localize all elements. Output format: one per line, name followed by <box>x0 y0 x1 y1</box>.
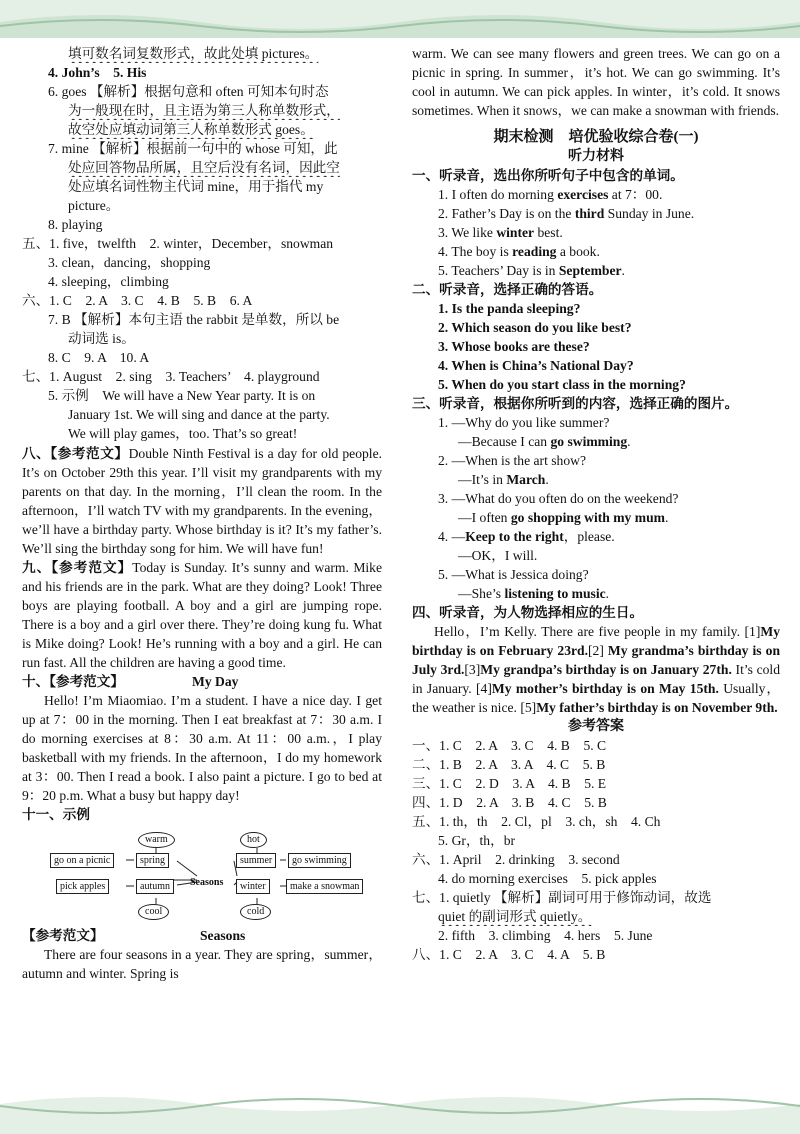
essay-eight-head: 八、【参考范文】 <box>22 446 129 461</box>
bottom-decorative-band <box>0 1090 800 1134</box>
oval-hot: hot <box>240 832 267 848</box>
listening-line: 四、听录音，为人物选择相应的生日。 <box>412 605 644 620</box>
listening-line: 3. Whose books are these? <box>438 339 590 354</box>
essay-eight <box>22 444 382 558</box>
listening-line: 2. Which season do you like best? <box>438 320 632 335</box>
answer-line: 8. playing <box>48 217 103 232</box>
key-line: 4. do morning exercises 5. pick apples <box>438 871 657 886</box>
essay-ten-title: My Day <box>192 674 239 689</box>
answer-lines-left <box>22 44 382 443</box>
oval-cold: cold <box>240 904 271 920</box>
key-line: 三、1. C 2. D 3. A 4. B 5. E <box>412 776 607 791</box>
key-line: 七、1. quietly 【解析】副词可用于修饰动词，故选 <box>412 890 712 905</box>
answer-line: 处应回答物品所属，且空后没有名词，因此空 <box>68 160 340 175</box>
key-line: 五、1. th，th 2. Cl，pl 3. ch，sh 4. Ch <box>412 814 661 829</box>
listening-line: 3. —What do you often do on the weekend? <box>438 491 679 506</box>
box-winter: winter <box>236 879 270 894</box>
answer-line: 7. B 【解析】本句主语 the rabbit 是单数，所以 be <box>48 312 340 327</box>
kelly-passage: Hello，I’m Kelly. There are five people in my family. [1]My birthday is on February 23rd.[2] My grandma’s birthday is on July 3rd.[3]My grandpa’s birthday is on January 27th. It’s cold in January. [4]My mother’s birthday is on May 15th. Usually，the weather is nice. [5]My father’s birthday is on November 9th. <box>412 624 781 715</box>
listening-line: 三、听录音，根据你所听到的内容，选择正确的图片。 <box>412 396 739 411</box>
listening-line: 5. Teachers’ Day is in September. <box>438 263 625 278</box>
listening-line: —She’s listening to music. <box>458 586 610 601</box>
listening-line: 1. I often do morning exercises at 7：00. <box>438 187 663 202</box>
essay-eleven-title: Seasons <box>200 928 246 943</box>
listening-line: 二、听录音，选择正确的答语。 <box>412 282 603 297</box>
essay-nine-body: Today is Sunday. It’s sunny and warm. Mike and his friends are in the park. What are they doing? Look! Three boys are playing football. A boy and a girl are jumping rope. There is a boy and a girl over there. They’re doing kung fu. What is Mike doing? Look! He’s running with a boy and a girl. He can run fast. All the children are having a good time. <box>22 560 383 670</box>
answer-line: 8. C 9. A 10. A <box>48 350 150 365</box>
answer-line: 7. mine 【解析】根据前一句中的 whose 可知，此 <box>48 141 338 156</box>
essay-eight-body: Double Ninth Festival is a day for old people. It’s on October 29th this year. I’ll visit my grandparents with my parents on that day. In the morning，I’ll clean the room. In the afternoon，I’ll watch TV with my grandparents. In the evening，we’ll have a birthday party. Whose birthday is it? It’s my father’s. We’ll sing the birthday song for him. We will have fun! <box>22 446 382 556</box>
essay-ten <box>22 672 382 805</box>
listening-title: 听力材料 <box>568 149 624 164</box>
listening-line: 2. Father’s Day is on the third Sunday in June. <box>438 206 695 221</box>
box-autumn: autumn <box>136 879 174 894</box>
oval-warm: warm <box>138 832 175 848</box>
answer-line: 动词选 is。 <box>68 331 135 346</box>
box-spring: spring <box>136 853 169 868</box>
answer-line: 故空处应填动词第三人称单数形式 goes。 <box>68 122 314 137</box>
essay-nine <box>22 558 382 672</box>
answer-line: 5. 示例 We will have a New Year party. It is on <box>48 388 316 403</box>
box-pick-apples: pick apples <box>56 879 109 894</box>
essay-eleven-body: There are four seasons in a year. They are spring，summer，autumn and winter. Spring is <box>22 947 382 981</box>
listening-line: 3. We like winter best. <box>438 225 563 240</box>
box-go-on-a-picnic: go on a picnic <box>50 853 114 868</box>
left-column <box>22 44 382 983</box>
key-line: 5. Gr，th，br <box>438 833 516 848</box>
answer-key <box>412 736 780 964</box>
top-wave-decoration <box>0 0 800 38</box>
listening-line: 4. The boy is reading a book. <box>438 244 600 259</box>
essay-ten-head: 十、【参考范文】 <box>22 674 124 689</box>
answer-line: 4. John’s 5. His <box>48 65 147 80</box>
exam-title: 期末检测 培优验收综合卷(一) <box>493 129 699 145</box>
listening-line: 5. When do you start class in the morning? <box>438 377 686 392</box>
mind-map-center: Seasons <box>190 877 224 888</box>
essay-eleven-head: 【参考范文】 <box>22 928 104 943</box>
answer-line: We will play games，too. That’s so great! <box>68 426 298 441</box>
essay-ten-body: Hello! I’m Miaomiao. I’m a student. I have a nice day. I get up at 7：00 in the morning. Then I eat breakfast at 7：30 a.m. I do morning exercises at 8：30 a.m. At 11：00 a.m.，I play basketball with my friends. In the afternoon，I do my homework at 3：00. Then I read a book. I also paint a picture. I go to bed at 9：20 p.m. What a busy but happy day! <box>22 693 382 803</box>
answer-line: 填可数名词复数形式，故此处填 pictures。 <box>68 46 319 61</box>
answer-line: January 1st. We will sing and dance at the party. <box>68 407 330 422</box>
key-line: 2. fifth 3. climbing 4. hers 5. June <box>438 928 653 943</box>
listening-line: 5. —What is Jessica doing? <box>438 567 589 582</box>
key-line: quiet 的副词形式 quietly。 <box>438 909 592 924</box>
key-line: 二、1. B 2. A 3. A 4. C 5. B <box>412 757 606 772</box>
listening-line: 4. When is China’s National Day? <box>438 358 634 373</box>
section-eleven-label: 十一、示例 <box>22 807 90 822</box>
key-line: 一、1. C 2. A 3. C 4. B 5. C <box>412 738 607 753</box>
answer-line: 七、1. August 2. sing 3. Teachers’ 4. playground <box>22 369 320 384</box>
key-line: 四、1. D 2. A 3. B 4. C 5. B <box>412 795 607 810</box>
answer-line: 3. clean，dancing，shopping <box>48 255 211 270</box>
answer-line: 五、1. five，twelfth 2. winter，December，snowman <box>22 236 334 251</box>
answer-line: 处应填名词性物主代词 mine，用于指代 my <box>68 179 324 194</box>
listening-line: —OK，I will. <box>458 548 538 563</box>
essay-eleven <box>22 926 382 983</box>
box-make-a-snowman: make a snowman <box>286 879 363 894</box>
listening-line: 4. —Keep to the right，please. <box>438 529 615 544</box>
answers-title: 参考答案 <box>568 719 624 734</box>
oval-cool: cool <box>138 904 169 920</box>
top-decorative-band <box>0 0 800 38</box>
answer-line: 4. sleeping，climbing <box>48 274 169 289</box>
listening-line: 2. —When is the art show? <box>438 453 586 468</box>
seasons-mind-map <box>22 828 382 924</box>
listening-line: 1. —Why do you like summer? <box>438 415 610 430</box>
answer-line: 6. goes 【解析】根据句意和 often 可知本句时态 <box>48 84 329 99</box>
listening-line: —Because I can go swimming. <box>458 434 631 449</box>
right-column <box>412 44 780 964</box>
answer-line: picture。 <box>68 198 120 213</box>
key-line: 八、1. C 2. A 3. C 4. A 5. B <box>412 947 606 962</box>
listening-line: —I often go shopping with my mum. <box>458 510 669 525</box>
answer-line: 为一般现在时，且主语为第三人称单数形式， <box>68 103 340 118</box>
essay-nine-head: 九、【参考范文】 <box>22 560 133 575</box>
listening-line: —It’s in March. <box>458 472 549 487</box>
key-line: 六、1. April 2. drinking 3. second <box>412 852 620 867</box>
box-go-swimming: go swimming <box>288 853 351 868</box>
bottom-wave-decoration <box>0 1090 800 1134</box>
box-summer: summer <box>236 853 276 868</box>
listening-line: 一、听录音，选出你所听句子中包含的单词。 <box>412 168 684 183</box>
answer-line: 六、1. C 2. A 3. C 4. B 5. B 6. A <box>22 293 253 308</box>
essay-eleven-continued: warm. We can see many flowers and green trees. We can go on a picnic in spring. In summer，it’s hot. We can go swimming. It’s cool in autumn. We can pick apples. In winter，it’s cold. It snows sometimes. When it snows，we can make a snowman with friends. <box>412 46 780 118</box>
listening-material <box>412 166 780 622</box>
listening-line: 1. Is the panda sleeping? <box>438 301 581 316</box>
